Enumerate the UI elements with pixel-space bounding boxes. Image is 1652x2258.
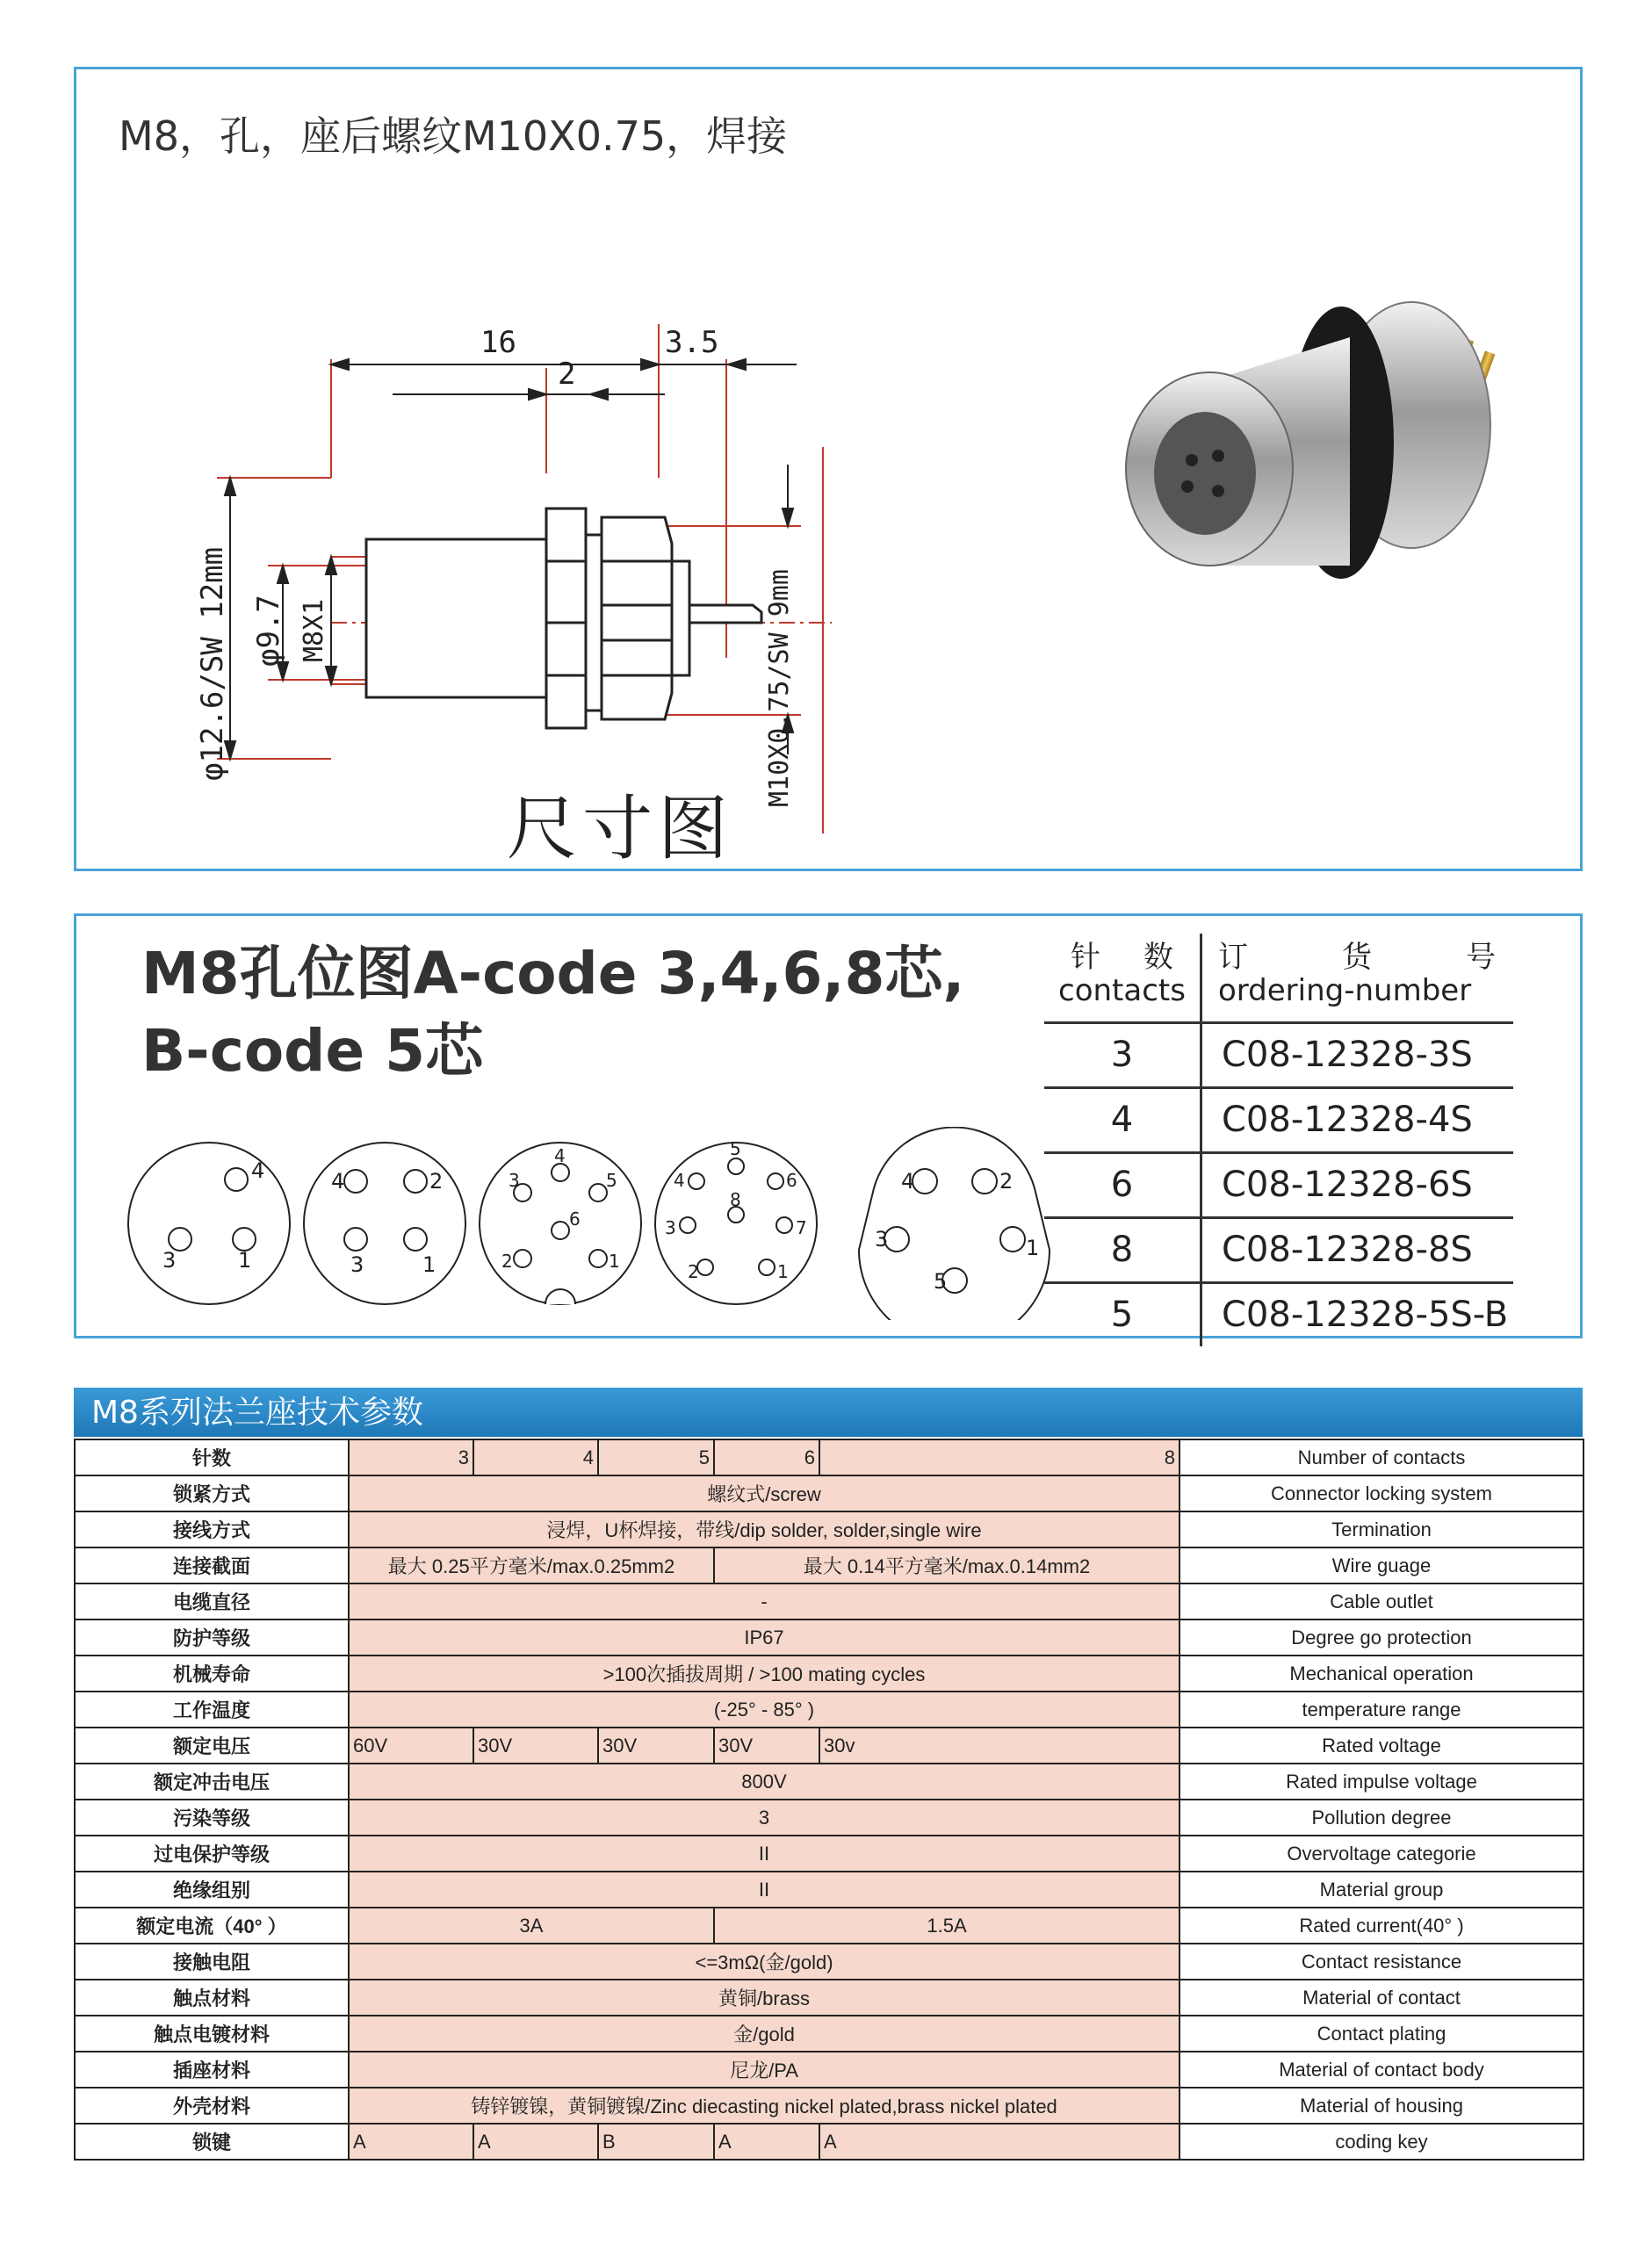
ordering-table-header bbox=[1044, 934, 1513, 1024]
spec-row-current bbox=[75, 1908, 1583, 1944]
svg-text:1: 1 bbox=[422, 1252, 436, 1277]
dim-16: 16 bbox=[480, 325, 516, 360]
spec-row-coding bbox=[75, 2124, 1583, 2160]
svg-text:4: 4 bbox=[674, 1170, 685, 1191]
spec-cell: Rated impulse voltage bbox=[1179, 1764, 1583, 1800]
ordering-table bbox=[1044, 934, 1513, 1346]
svg-text:6: 6 bbox=[786, 1170, 797, 1191]
order-row: 5 C08-12328-5S-B bbox=[1044, 1284, 1513, 1346]
spec-cell: 针数 bbox=[75, 1439, 349, 1475]
svg-text:5: 5 bbox=[730, 1138, 741, 1159]
spec-cell: Material group bbox=[1179, 1872, 1583, 1908]
spec-cell: Rated voltage bbox=[1179, 1728, 1583, 1764]
spec-cell: 6 bbox=[714, 1439, 819, 1475]
spec-cell: 锁键 bbox=[75, 2124, 349, 2160]
svg-text:6: 6 bbox=[569, 1208, 581, 1230]
svg-text:2: 2 bbox=[501, 1251, 513, 1272]
spec-row-housing bbox=[75, 2088, 1583, 2124]
spec-cell: 60V bbox=[349, 1728, 473, 1764]
order-row: 4 C08-12328-4S bbox=[1044, 1089, 1513, 1154]
spec-cell: 工作温度 bbox=[75, 1692, 349, 1728]
pinout-title-line2: B-code 5芯 bbox=[141, 1017, 484, 1085]
dim-m10: M10X0.75/SW 9mm bbox=[764, 569, 795, 807]
spec-row-temp bbox=[75, 1692, 1583, 1728]
contacts-header: 针 数 contacts bbox=[1044, 934, 1202, 1021]
spec-cell: 5 bbox=[598, 1439, 714, 1475]
spec-cell: 电缆直径 bbox=[75, 1583, 349, 1620]
spec-cell: - bbox=[349, 1583, 1179, 1620]
svg-text:3: 3 bbox=[162, 1248, 177, 1273]
spec-cell: 30V bbox=[598, 1728, 714, 1764]
spec-cell: 30V bbox=[473, 1728, 598, 1764]
dim-m8x1: M8X1 bbox=[299, 598, 329, 662]
spec-cell: 浸焊，U杯焊接，带线/dip solder, solder,single wire bbox=[349, 1511, 1179, 1547]
spec-cell: 触点材料 bbox=[75, 1980, 349, 2016]
spec-row-overvoltage bbox=[75, 1836, 1583, 1872]
spec-cell: 螺纹式/screw bbox=[349, 1475, 1179, 1511]
svg-text:2: 2 bbox=[429, 1169, 444, 1194]
svg-text:3: 3 bbox=[350, 1252, 364, 1277]
drawing-panel-title: M8，孔，座后螺纹M10X0.75，焊接 bbox=[119, 112, 788, 160]
pin-layout-diagrams bbox=[126, 1127, 1092, 1320]
dim-2: 2 bbox=[558, 357, 576, 392]
spec-cell: Overvoltage categorie bbox=[1179, 1836, 1583, 1872]
spec-cell: 过电保护等级 bbox=[75, 1836, 349, 1872]
spec-cell: 防护等级 bbox=[75, 1620, 349, 1656]
spec-cell: 4 bbox=[473, 1439, 598, 1475]
spec-cell: A bbox=[819, 2124, 1179, 2160]
svg-text:4: 4 bbox=[554, 1145, 566, 1166]
spec-table bbox=[74, 1439, 1584, 2161]
dimension-drawing-panel bbox=[74, 67, 1583, 871]
spec-cell: 30v bbox=[819, 1728, 1179, 1764]
spec-cell: IP67 bbox=[349, 1620, 1179, 1656]
spec-cell: 接线方式 bbox=[75, 1511, 349, 1547]
svg-text:1: 1 bbox=[1026, 1236, 1040, 1260]
spec-cell: Pollution degree bbox=[1179, 1800, 1583, 1836]
spec-row-body bbox=[75, 2052, 1583, 2088]
dim-phi-12-6: φ12.6/SW 12mm bbox=[195, 546, 230, 781]
spec-cell: 额定冲击电压 bbox=[75, 1764, 349, 1800]
svg-text:3: 3 bbox=[509, 1170, 520, 1191]
spec-row-termination bbox=[75, 1511, 1583, 1547]
spec-row-cable bbox=[75, 1583, 1583, 1620]
spec-cell: <=3mΩ(金/gold) bbox=[349, 1944, 1179, 1980]
spec-cell: coding key bbox=[1179, 2124, 1583, 2160]
spec-cell: 外壳材料 bbox=[75, 2088, 349, 2124]
spec-cell: 铸锌镀镍，黄铜镀镍/Zinc diecasting nickel plated,brass nickel plated bbox=[349, 2088, 1179, 2124]
svg-text:2: 2 bbox=[999, 1169, 1014, 1194]
dimension-caption: 尺寸图 bbox=[507, 788, 733, 869]
dim-3-5: 3.5 bbox=[665, 325, 719, 360]
svg-text:4: 4 bbox=[901, 1169, 915, 1194]
spec-cell: Cable outlet bbox=[1179, 1583, 1583, 1620]
pinout-title-line1: M8孔位图A-code 3,4,6,8芯, bbox=[141, 940, 965, 1007]
spec-cell: 最大 0.25平方毫米/max.0.25mm2 bbox=[349, 1547, 714, 1583]
spec-cell: II bbox=[349, 1836, 1179, 1872]
svg-text:1: 1 bbox=[777, 1261, 789, 1282]
spec-cell: Connector locking system bbox=[1179, 1475, 1583, 1511]
spec-cell: A bbox=[714, 2124, 819, 2160]
spec-cell: 锁紧方式 bbox=[75, 1475, 349, 1511]
spec-cell: Rated current(40° ) bbox=[1179, 1908, 1583, 1944]
spec-cell: 8 bbox=[819, 1439, 1179, 1475]
spec-cell: Termination bbox=[1179, 1511, 1583, 1547]
spec-cell: 插座材料 bbox=[75, 2052, 349, 2088]
svg-text:8: 8 bbox=[730, 1189, 741, 1210]
spec-cell: Number of contacts bbox=[1179, 1439, 1583, 1475]
spec-cell: 黄铜/brass bbox=[349, 1980, 1179, 2016]
spec-cell: Contact plating bbox=[1179, 2016, 1583, 2052]
spec-cell: Degree go protection bbox=[1179, 1620, 1583, 1656]
svg-text:5: 5 bbox=[934, 1269, 948, 1294]
svg-text:3: 3 bbox=[665, 1217, 676, 1238]
spec-row-matgroup bbox=[75, 1872, 1583, 1908]
order-row: 6 C08-12328-6S bbox=[1044, 1154, 1513, 1219]
svg-text:1: 1 bbox=[238, 1248, 252, 1273]
spec-cell: 3 bbox=[349, 1800, 1179, 1836]
dim-phi-9-7: φ9.7 bbox=[251, 595, 286, 667]
spec-cell: II bbox=[349, 1872, 1179, 1908]
spec-cell: Material of housing bbox=[1179, 2088, 1583, 2124]
svg-text:5: 5 bbox=[606, 1170, 617, 1191]
spec-cell: 3 bbox=[349, 1439, 473, 1475]
spec-row-pollution bbox=[75, 1800, 1583, 1836]
svg-text:4: 4 bbox=[251, 1158, 265, 1183]
svg-text:1: 1 bbox=[609, 1251, 620, 1272]
ordering-number-header: 订 货 号 ordering-number bbox=[1218, 940, 1496, 1008]
spec-cell: 接触电阻 bbox=[75, 1944, 349, 1980]
spec-cell: 绝缘组别 bbox=[75, 1872, 349, 1908]
svg-text:7: 7 bbox=[796, 1217, 807, 1238]
spec-cell: A bbox=[349, 2124, 473, 2160]
spec-cell: Material of contact body bbox=[1179, 2052, 1583, 2088]
spec-cell: temperature range bbox=[1179, 1692, 1583, 1728]
spec-cell: (-25° - 85° ) bbox=[349, 1692, 1179, 1728]
spec-cell: 1.5A bbox=[714, 1908, 1179, 1944]
spec-cell: 机械寿命 bbox=[75, 1656, 349, 1692]
spec-row-contact-material bbox=[75, 1980, 1583, 2016]
spec-row-resistance bbox=[75, 1944, 1583, 1980]
spec-cell: 触点电镀材料 bbox=[75, 2016, 349, 2052]
spec-row-wire bbox=[75, 1547, 1583, 1583]
spec-cell: 额定电压 bbox=[75, 1728, 349, 1764]
spec-cell: 3A bbox=[349, 1908, 714, 1944]
spec-cell: Mechanical operation bbox=[1179, 1656, 1583, 1692]
spec-cell: 金/gold bbox=[349, 2016, 1179, 2052]
spec-row-impulse bbox=[75, 1764, 1583, 1800]
spec-row-ip bbox=[75, 1620, 1583, 1656]
svg-text:3: 3 bbox=[875, 1227, 889, 1252]
spec-row-locking bbox=[75, 1475, 1583, 1511]
spec-cell: 额定电流（40° ） bbox=[75, 1908, 349, 1944]
spec-cell: 800V bbox=[349, 1764, 1179, 1800]
dimension-drawing bbox=[191, 254, 1069, 833]
spec-row-voltage bbox=[75, 1728, 1583, 1764]
spec-cell: 尼龙/PA bbox=[349, 2052, 1179, 2088]
pinout-title bbox=[141, 935, 965, 1090]
spec-cell: 30V bbox=[714, 1728, 819, 1764]
spec-cell: >100次插拔周期 / >100 mating cycles bbox=[349, 1656, 1179, 1692]
spec-row-contacts bbox=[75, 1439, 1583, 1475]
spec-table-header: M8系列法兰座技术参数 bbox=[74, 1388, 1583, 1437]
connector-photo bbox=[1086, 276, 1552, 636]
spec-cell: 污染等级 bbox=[75, 1800, 349, 1836]
order-row: 3 C08-12328-3S bbox=[1044, 1024, 1513, 1089]
spec-cell: Wire guage bbox=[1179, 1547, 1583, 1583]
spec-row-plating bbox=[75, 2016, 1583, 2052]
spec-cell: Material of contact bbox=[1179, 1980, 1583, 2016]
svg-text:4: 4 bbox=[331, 1169, 345, 1194]
spec-cell: Contact resistance bbox=[1179, 1944, 1583, 1980]
spec-cell: 连接截面 bbox=[75, 1547, 349, 1583]
order-row: 8 C08-12328-8S bbox=[1044, 1219, 1513, 1284]
spec-cell: B bbox=[598, 2124, 714, 2160]
pinout-panel bbox=[74, 913, 1583, 1338]
svg-text:2: 2 bbox=[688, 1261, 699, 1282]
spec-cell: A bbox=[473, 2124, 598, 2160]
spec-row-mech bbox=[75, 1656, 1583, 1692]
spec-cell: 最大 0.14平方毫米/max.0.14mm2 bbox=[714, 1547, 1179, 1583]
